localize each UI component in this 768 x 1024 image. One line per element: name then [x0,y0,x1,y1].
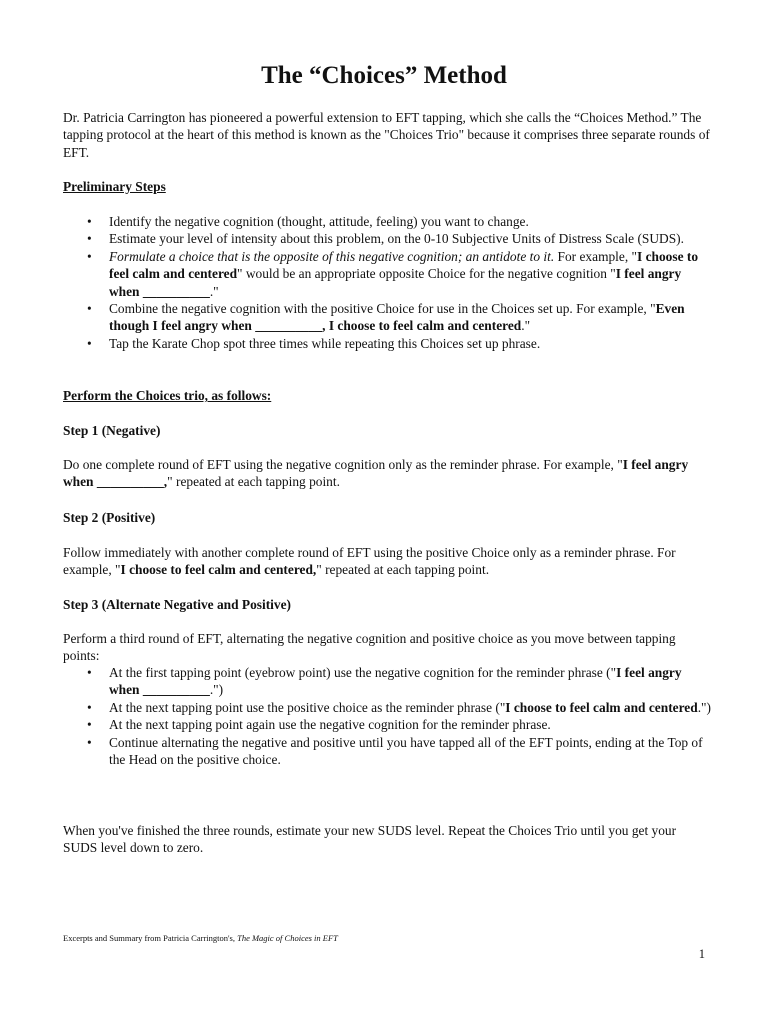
list-item: • At the next tapping point again use the negative cognition for the reminder phrase. [87,717,551,733]
preliminary-list [63,213,713,352]
step3-intro: Perform a third round of EFT, alternating the negative cognition and positive choice as you move between tapping points: [63,631,676,664]
intro-paragraph: Dr. Patricia Carrington has pioneered a powerful extension to EFT tapping, which she calls the “Choices Method.” The tapping protocol at the heart of this method is known as the "Choices Trio" because it comprises three separate rounds of EFT. [63,110,710,160]
bullet-icon: • [87,248,92,264]
list-item: • Tap the Karate Chop spot three times while repeating this Choices set up phrase. [87,335,541,351]
bullet-icon: • [87,734,92,750]
step3-list [63,664,713,768]
step2-heading: Step 2 (Positive) [63,510,156,525]
bullet-icon: • [87,301,92,317]
list-item: • At the next tapping point use the positive choice as the reminder phrase ("I choose to feel calm and centered.") [87,699,711,715]
bullet-icon: • [87,335,92,351]
step1-heading: Step 1 (Negative) [63,423,161,438]
page-number: 1 [698,947,705,961]
list-item: • Combine the negative cognition with the positive Choice for use in the Choices set up. For example, "Even though I feel angry when __________, I choose to feel calm and centered." [87,301,685,334]
list-item: • Continue alternating the negative and positive until you have tapped all of the EFT points, ending at the Top of the Head on the positive choice. [87,734,703,768]
bullet-icon: • [87,717,92,733]
bullet-icon: • [87,699,92,715]
step3-heading: Step 3 (Alternate Negative and Positive) [63,597,291,612]
page-title: The “Choices” Method [261,62,507,89]
bullet-icon: • [87,665,92,680]
step2-paragraph: Follow immediately with another complete round of EFT using the positive Choice only as a reminder phrase. For example, "I choose to feel calm and centered," repeated at each tapping point. [63,545,676,578]
bullet-icon: • [87,231,92,247]
list-item: • Estimate your level of intensity about this problem, on the 0-10 Subjective Units of Distress Scale (SUDS). [87,231,684,247]
step1-paragraph: Do one complete round of EFT using the negative cognition only as the reminder phrase. For example, "I feel angry when __________," repeated at each tapping point. [63,457,689,490]
preliminary-heading: Preliminary Steps [63,179,166,194]
list-item: • Formulate a choice that is the opposite of this negative cognition; an antidote to it. For example, "I choose to feel calm and centered" would be an appropriate opposite Choice for the negative cognition "I feel angry when __________." [87,248,699,299]
list-item: • At the first tapping point (eyebrow point) use the negative cognition for the reminder phrase ("I feel angry when __________.") [87,665,682,698]
bullet-icon: • [87,214,92,229]
closing-paragraph: When you've finished the three rounds, estimate your new SUDS level. Repeat the Choices Trio until you get your SUDS level down to zero. [63,823,677,856]
trio-heading: Perform the Choices trio, as follows: [63,388,272,403]
list-item: • Identify the negative cognition (thought, attitude, feeling) you want to change. [87,214,529,229]
footer-citation: Excerpts and Summary from Patricia Carrington's, The Magic of Choices in EFT [63,933,338,943]
